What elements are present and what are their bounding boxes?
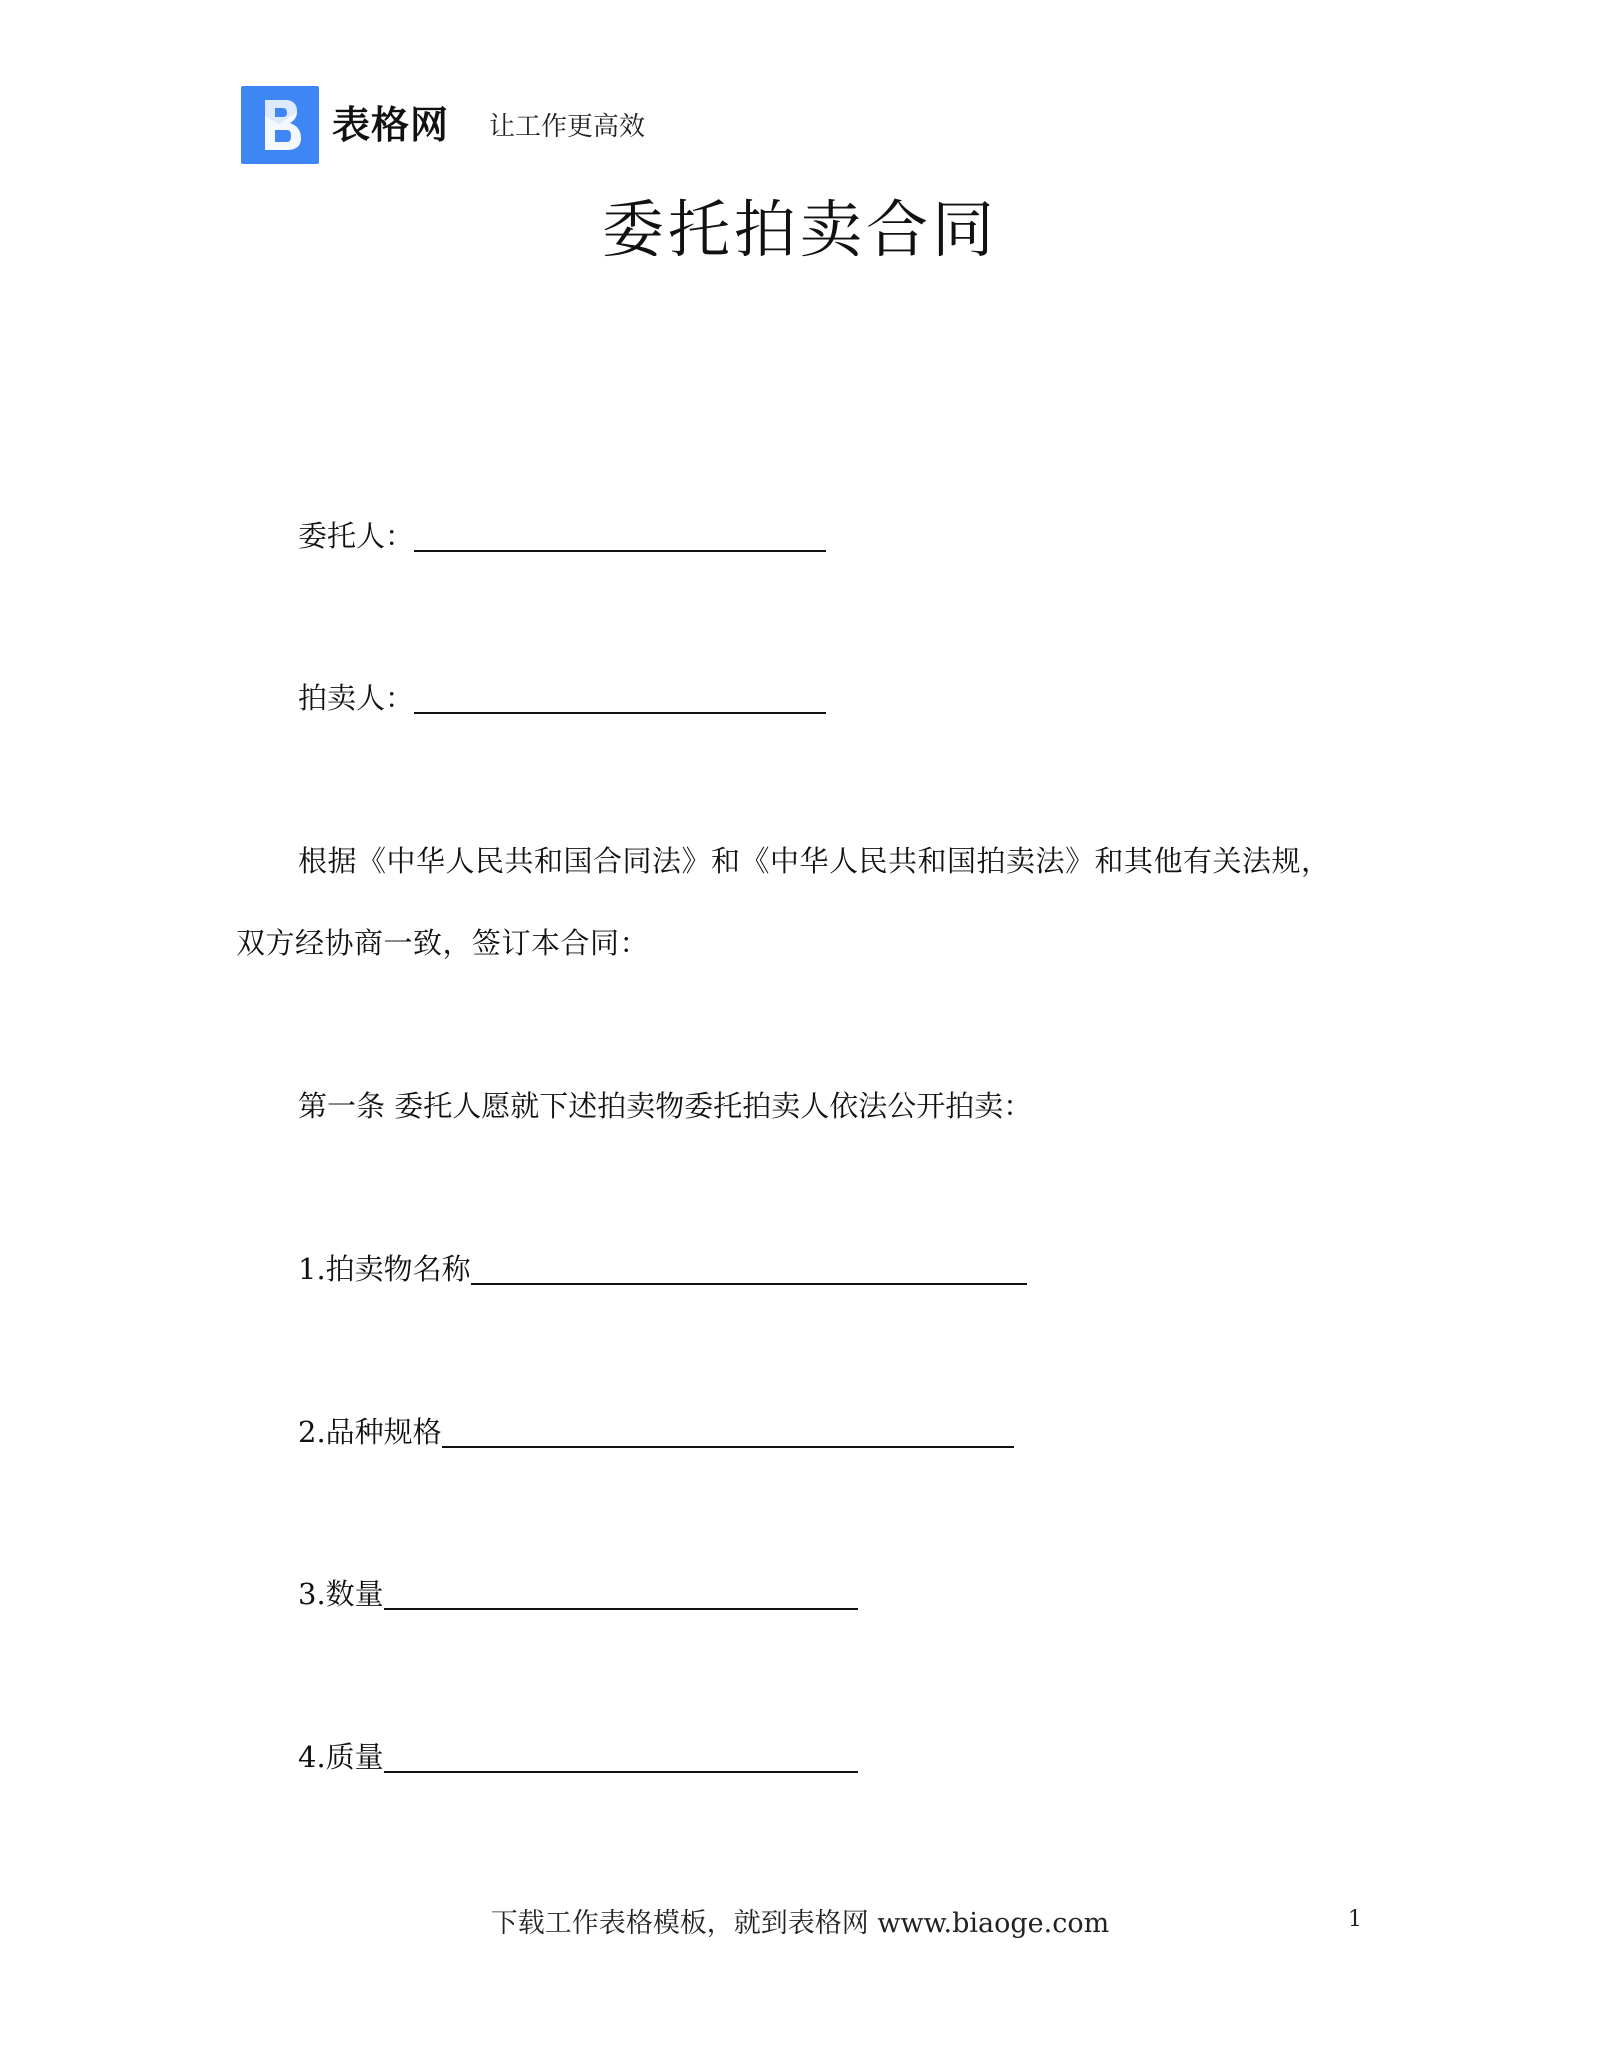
biaoge-logo-icon	[241, 86, 319, 164]
brand-tagline: 让工作更高效	[489, 112, 646, 142]
field-blank	[384, 1741, 858, 1773]
brand-name: 表格网	[332, 103, 450, 147]
field-blank	[471, 1253, 1027, 1285]
page-number: 1	[1348, 1907, 1362, 1932]
article-1: 第一条 委托人愿就下述拍卖物委托拍卖人依法公开拍卖：	[298, 1089, 1033, 1123]
consignor-line	[298, 516, 826, 556]
field-label: 3.数量	[298, 1577, 384, 1611]
auctioneer-label: 拍卖人：	[298, 681, 415, 715]
page-header	[241, 86, 645, 164]
auctioneer-blank	[414, 682, 826, 714]
field-label: 4.质量	[298, 1740, 384, 1774]
field-blank	[442, 1416, 1014, 1448]
field-label: 1.拍卖物名称	[298, 1252, 471, 1286]
consignor-blank	[414, 520, 826, 552]
field-item-name	[298, 1249, 1027, 1289]
field-quality	[298, 1737, 858, 1777]
field-quantity	[298, 1574, 858, 1614]
document-title: 委托拍卖合同	[601, 193, 998, 266]
auctioneer-line	[298, 678, 826, 718]
field-label: 2.品种规格	[298, 1415, 442, 1449]
field-blank	[384, 1578, 858, 1610]
page-footer: 下载工作表格模板，就到表格网 www.biaoge.com	[490, 1908, 1110, 1939]
intro-paragraph: 根据《中华人民共和国合同法》和《中华人民共和国拍卖法》和其他有关法规，双方经协商一致，签订本合同：	[236, 844, 1331, 960]
consignor-label: 委托人：	[298, 519, 415, 553]
field-spec	[298, 1412, 1014, 1452]
